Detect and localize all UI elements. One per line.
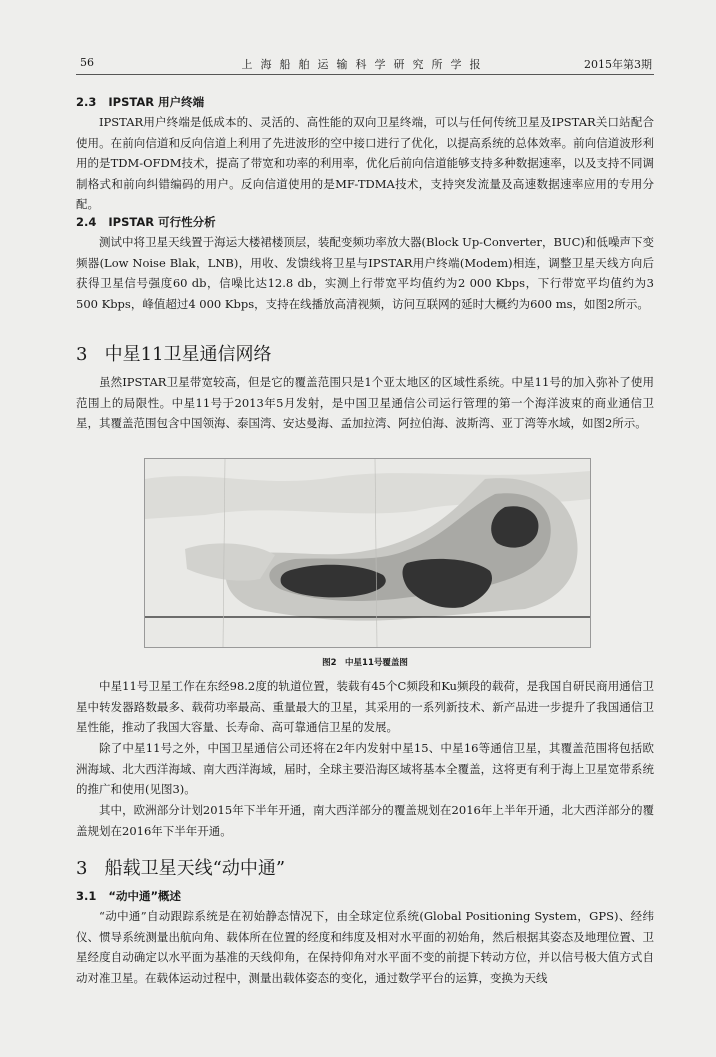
paragraph-2-3: IPSTAR用户终端是低成本的、灵活的、高性能的双向卫星终端，可以与任何传统卫星及IPSTAR关口站配合使用。在前向信道和反向信道上利用了先进波形的空中接口进行了优化，以提高系统的总体效率。前向信道波形利用的是TDM-OFDM技术，提高了带宽和功率的利用率，优化后前向信道能够支持多种数据速率，以及支持不同调制格式和前向纠错编码的用户。反向信道使用的是MF-TDMA技术，支持突发流量及高速数据速率应用的专用分配。 — [76, 115, 654, 211]
section-number: 2.4 — [76, 215, 97, 229]
paragraph-3-1: “动中通”自动跟踪系统是在初始静态情况下，由全球定位系统(Global Positioning System，GPS)、经纬仪、惯导系统测量出航向角、载体所在位置的经度和纬度及相对水平面的初始角，然后根据其姿态及地理位置、卫星经度自动确定以水平面为基准的天线仰角，在保持仰角对水平面不变的前提下转动方位，并以信号极大值方式自动对准卫星。在载体运动过程中，测量出载体姿态的变化，通过数学平台的运算，变换为天线 — [76, 909, 654, 985]
section-number: 3.1 — [76, 889, 97, 903]
paragraph-2-4: 测试中将卫星天线置于海运大楼裙楼顶层，装配变频功率放大器(Block Up-Converter，BUC)和低噪声下变频器(Low Noise Blak，LNB)，用收、发馈线将卫星与IPSTAR用户终端(Modem)相连，调整卫星天线方向后获得卫星信号强度60 db，信噪比达12.8 db，实测上行带宽平均值约为2 000 Kbps，下行带宽平均值约为3 500 Kbps，峰值超过4 000 Kbps，支持在线播放高清视频，访问互联网的延时大概约为600 ms，如图2所示。 — [76, 235, 654, 311]
section-number: 3 — [76, 344, 88, 365]
coverage-map-figure — [144, 458, 591, 648]
paragraph-3-future: 除了中星11号之外，中国卫星通信公司还将在2年内发射中星15、中星16等通信卫星，其覆盖范围将包括欧洲海域、北大西洋海域、南大西洋海域，届时，全球主要沿海区域将基本全覆盖，这将更有利于海上卫星宽带系统的推广和使用(见图3)。 — [76, 741, 654, 796]
heading-3-1 — [76, 888, 181, 904]
paragraph-3-schedule: 其中，欧洲部分计划2015年下半年开通，南大西洋部分的覆盖规划在2016年上半年开通，北大西洋部分的覆盖规划在2016年下半年开通。 — [76, 803, 654, 838]
section-title: 船载卫星天线“动中通” — [104, 858, 286, 879]
paragraph-3-intro: 虽然IPSTAR卫星带宽较高，但是它的覆盖范围只是1个亚太地区的区域性系统。中星11号的加入弥补了使用范围上的局限性。中星11号于2013年5月发射，是中国卫星通信公司运行管理的第一个海洋波束的商业通信卫星，其覆盖范围包含中国领海、泰国湾、安达曼海、孟加拉湾、阿拉伯海、波斯湾、亚丁湾等水域，如图2所示。 — [76, 375, 654, 430]
figure-caption: 图2 中星11号覆盖图 — [322, 658, 408, 668]
section-title: IPSTAR 用户终端 — [108, 95, 205, 109]
section-title: “动中通”概述 — [108, 889, 182, 903]
section-title: IPSTAR 可行性分析 — [108, 215, 216, 229]
issue-label: 2015年第3期 — [584, 58, 652, 71]
paragraph-3-orbit: 中星11号卫星工作在东经98.2度的轨道位置，装载有45个C频段和Ku频段的载荷，是我国自研民商用通信卫星中转发器路数最多、载荷功率最高、重量最大的卫星，其采用的一系列新技术、新产品进一步提升了我国通信卫星性能，推动了我国大容量、长寿命、高可靠通信卫星的发展。 — [76, 679, 654, 734]
section-number: 2.3 — [76, 95, 97, 109]
section-title: 中星11卫星通信网络 — [104, 344, 272, 365]
running-header — [76, 56, 654, 75]
heading-2-3 — [76, 94, 204, 110]
heading-3-zhongxing — [76, 340, 272, 366]
section-number: 3 — [76, 858, 88, 879]
coverage-map-image — [145, 459, 590, 647]
heading-3-antenna — [76, 854, 285, 880]
journal-title: 上海船舶运输科学研究所学报 — [241, 58, 489, 71]
heading-2-4 — [76, 214, 216, 230]
page-number: 56 — [80, 56, 94, 69]
